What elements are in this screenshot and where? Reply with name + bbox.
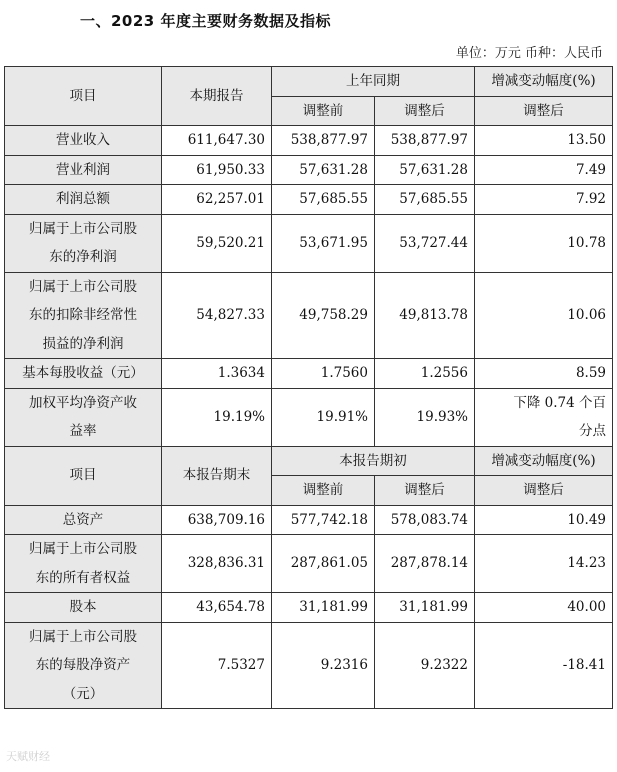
after-adjustment-value: 53,727.44	[375, 214, 475, 272]
financial-data-table	[4, 66, 613, 709]
table-row	[5, 535, 613, 593]
header-change-pct: 增减变动幅度(%)	[475, 67, 613, 97]
change-line: 7.49	[575, 161, 606, 178]
row-label	[5, 593, 162, 623]
row-label	[5, 388, 162, 446]
row-label-line: 益率	[69, 423, 97, 439]
change-line: 分点	[579, 423, 606, 439]
header2-item: 项目	[5, 446, 162, 505]
current-value: 1.3634	[162, 359, 272, 389]
row-label-line: 营业利润	[56, 161, 110, 178]
row-label	[5, 214, 162, 272]
change-line: 10.78	[567, 234, 606, 251]
change-pct-value	[475, 359, 613, 389]
row-label	[5, 185, 162, 215]
unit-currency-line: 单位：万元 币种：人民币	[455, 46, 603, 61]
row-label	[5, 272, 162, 359]
change-line: -18.41	[562, 657, 606, 673]
current-value: 611,647.30	[162, 126, 272, 156]
row-label-line: 总资产	[62, 511, 104, 528]
header2-period-end: 本报告期末	[162, 446, 272, 505]
table-row	[5, 185, 613, 215]
row-label-line: 东的每股净资产	[35, 657, 131, 673]
before-adjustment-value: 53,671.95	[272, 214, 375, 272]
after-adjustment-value: 287,878.14	[375, 535, 475, 593]
table-row	[5, 155, 613, 185]
change-pct-value	[475, 214, 613, 272]
header-change-after-adjustment: 调整后	[475, 96, 613, 126]
change-pct-value	[475, 505, 613, 535]
header2-change-after-adjustment: 调整后	[475, 476, 613, 506]
row-label-line: 归属于上市公司股	[29, 220, 137, 237]
current-value: 638,709.16	[162, 505, 272, 535]
header-before-adjustment: 调整前	[272, 96, 375, 126]
change-line: 13.50	[567, 132, 606, 148]
row-label	[5, 359, 162, 389]
after-adjustment-value: 31,181.99	[375, 593, 475, 623]
current-value: 43,654.78	[162, 593, 272, 623]
current-value: 54,827.33	[162, 272, 272, 359]
row-label-line: 归属于上市公司股	[29, 278, 137, 295]
current-value: 7.5327	[162, 622, 272, 709]
table-row	[5, 359, 613, 389]
header-item: 项目	[5, 67, 162, 126]
header2-before-adjustment: 调整前	[272, 476, 375, 506]
change-pct-value	[475, 622, 613, 709]
current-value: 59,520.21	[162, 214, 272, 272]
row-label-line: （元）	[62, 685, 104, 702]
watermark: 天赋财经	[6, 750, 50, 763]
row-label-line: 基本每股收益（元）	[22, 365, 144, 381]
change-line: 下降 0.74 个百	[513, 394, 606, 411]
header2-change-pct: 增减变动幅度(%)	[475, 446, 613, 476]
after-adjustment-value: 57,685.55	[375, 185, 475, 215]
after-adjustment-value: 19.93%	[375, 388, 475, 446]
change-pct-value	[475, 272, 613, 359]
after-adjustment-value: 1.2556	[375, 359, 475, 389]
before-adjustment-value: 57,631.28	[272, 155, 375, 185]
header-prior-period: 上年同期	[272, 67, 475, 97]
row-label	[5, 622, 162, 709]
table-row	[5, 505, 613, 535]
row-label	[5, 535, 162, 593]
before-adjustment-value: 19.91%	[272, 388, 375, 446]
row-label-line: 东的所有者权益	[35, 569, 131, 586]
change-line: 14.23	[567, 555, 606, 572]
after-adjustment-value: 9.2322	[375, 622, 475, 709]
row-label-line: 营业收入	[56, 132, 110, 148]
row-label	[5, 505, 162, 535]
change-line: 10.49	[567, 511, 606, 528]
before-adjustment-value: 577,742.18	[272, 505, 375, 535]
change-line: 7.92	[575, 191, 606, 207]
change-line: 10.06	[567, 307, 606, 323]
change-pct-value	[475, 126, 613, 156]
section-title: 一、2023 年度主要财务数据及指标	[80, 12, 331, 30]
after-adjustment-value: 57,631.28	[375, 155, 475, 185]
change-line: 8.59	[575, 365, 606, 381]
after-adjustment-value: 49,813.78	[375, 272, 475, 359]
row-label	[5, 126, 162, 156]
row-label	[5, 155, 162, 185]
before-adjustment-value: 57,685.55	[272, 185, 375, 215]
row-label-line: 东的净利润	[49, 249, 117, 265]
before-adjustment-value: 49,758.29	[272, 272, 375, 359]
change-pct-value	[475, 388, 613, 446]
header2-after-adjustment: 调整后	[375, 476, 475, 506]
current-value: 19.19%	[162, 388, 272, 446]
table-row	[5, 126, 613, 156]
after-adjustment-value: 578,083.74	[375, 505, 475, 535]
before-adjustment-value: 538,877.97	[272, 126, 375, 156]
change-pct-value	[475, 593, 613, 623]
current-value: 62,257.01	[162, 185, 272, 215]
change-pct-value	[475, 535, 613, 593]
before-adjustment-value: 9.2316	[272, 622, 375, 709]
row-label-line: 归属于上市公司股	[29, 541, 137, 557]
table-row	[5, 622, 613, 709]
row-label-line: 东的扣除非经常性	[29, 307, 137, 323]
before-adjustment-value: 1.7560	[272, 359, 375, 389]
before-adjustment-value: 31,181.99	[272, 593, 375, 623]
table-row	[5, 272, 613, 359]
change-pct-value	[475, 155, 613, 185]
after-adjustment-value: 538,877.97	[375, 126, 475, 156]
row-label-line: 股本	[69, 599, 97, 615]
header-after-adjustment: 调整后	[375, 96, 475, 126]
before-adjustment-value: 287,861.05	[272, 535, 375, 593]
change-line: 40.00	[567, 599, 606, 615]
row-label-line: 损益的净利润	[42, 335, 124, 352]
change-pct-value	[475, 185, 613, 215]
row-label-line: 归属于上市公司股	[29, 628, 137, 645]
table-row	[5, 388, 613, 446]
current-value: 328,836.31	[162, 535, 272, 593]
header2-period-start: 本报告期初	[272, 446, 475, 476]
row-label-line: 利润总额	[56, 191, 110, 207]
row-label-line: 加权平均净资产收	[29, 394, 137, 411]
table-row	[5, 593, 613, 623]
table-row	[5, 214, 613, 272]
current-value: 61,950.33	[162, 155, 272, 185]
header-current-period: 本期报告	[162, 67, 272, 126]
